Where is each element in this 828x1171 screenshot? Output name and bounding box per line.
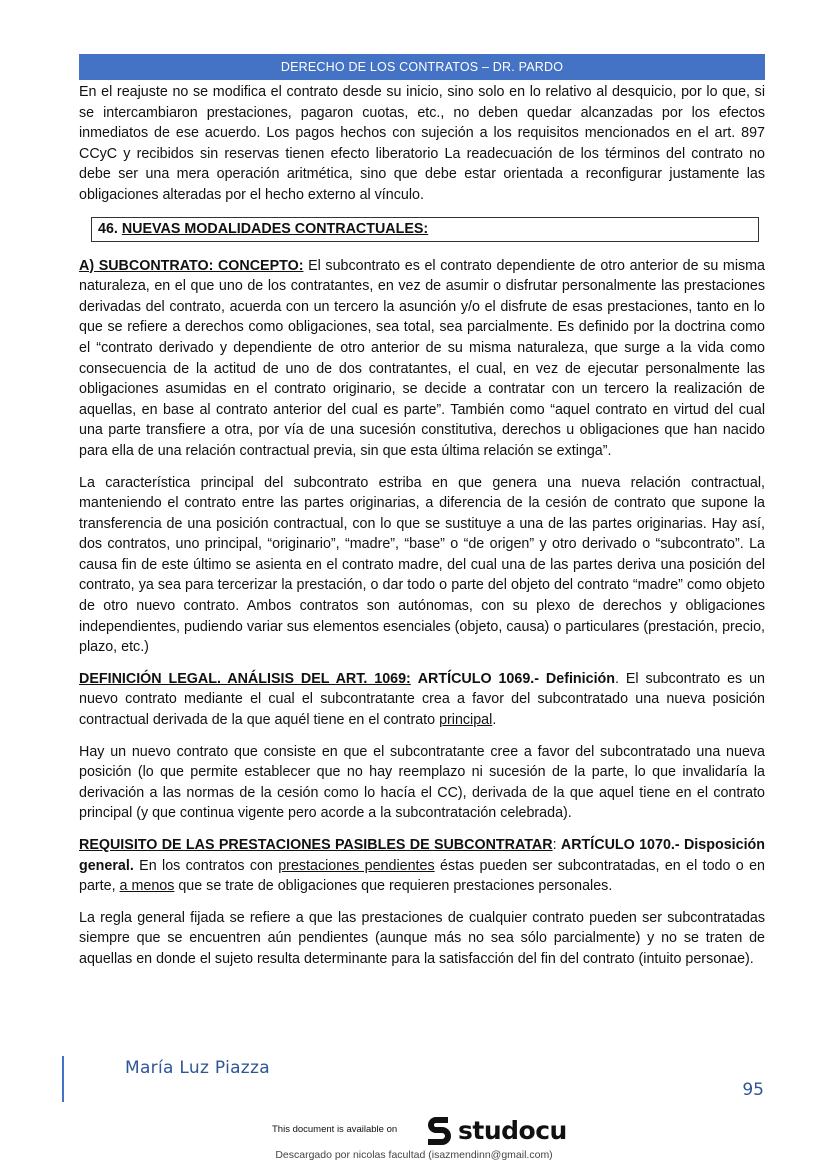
section-title: NUEVAS MODALIDADES CONTRACTUALES:	[121, 220, 429, 237]
prestaciones-pendientes: prestaciones pendientes	[278, 857, 435, 874]
requisito-colon: :	[552, 837, 561, 853]
principal-underlined: principal	[439, 712, 493, 729]
requisito-heading: REQUISITO DE LAS PRESTACIONES PASIBLES DE SUBCONTRATAR	[79, 837, 553, 853]
definicion-end: .	[492, 712, 497, 729]
available-on-text: This document is available on	[272, 1124, 398, 1135]
articulo-1069: ARTÍCULO 1069.- Definición	[417, 670, 616, 687]
a-menos: a menos	[119, 878, 175, 895]
paragraph-definicion-legal	[79, 669, 765, 731]
footer-author: María Luz Piazza	[125, 1058, 270, 1078]
paragraph-regla-general: La regla general fijada se refiere a que las prestaciones de cualquier contrato pueden ser subcontratadas siempre que se encuentren aún pendientes (aunque más no sea sólo parcialmente) y no se traten de aquellas en donde el sujeto resulta determinante para la satisfacción del fin del contrato (intuito personae).	[79, 909, 765, 967]
paragraph-nuevo-contrato: Hay un nuevo contrato que consiste en que el subcontratante cree a favor del subcontratado una nueva posición (lo que permite establecer que no hay reemplazo ni sucesión de la parte, lo que invalidaría la derivación a las normas de la cesión como lo hacía el CC), derivada de la que aquel tiene en el contrato principal (y que continua vigente pero acorde a la subcontratación celebrada).	[79, 743, 765, 822]
definicion-space	[411, 671, 418, 687]
paragraph-requisito	[79, 835, 765, 897]
articulo-1070: ARTÍCULO 1070.- Disposición general.	[79, 837, 766, 874]
studocu-logo-icon	[424, 1113, 454, 1147]
downloaded-by-text: Descargado por nicolas facultad (isazmendinn@gmail.com)	[275, 1149, 553, 1161]
requisito-text-b: éstas pueden ser subcontratadas, en el todo o en parte,	[79, 857, 765, 895]
paragraph-reajuste: En el reajuste no se modifica el contrato desde su inicio, sino solo en lo relativo al desquicio, por lo que, si se intercambiaron prestaciones, pagaron cuotas, etc., no deben quedar alcanzadas por los efectos inmediatos de ese acuerdo. Los pagos hechos con sujeción a los requisitos mencionados en el art. 897 CCyC y recibidos sin reservas tienen efecto liberatorio La readecuación de los términos del contrato no debe ser una mera operación aritmética, sino que debe estar orientada a reconfigurar justamente las obligaciones alteradas por el hecho externo al vínculo.	[79, 84, 765, 203]
studocu-brand[interactable]	[424, 1112, 567, 1148]
section-number: 46.	[98, 220, 122, 237]
paragraph-caracteristica: La característica principal del subcontrato estriba en que genera una nueva relación contractual, manteniendo el contrato entre las partes originarias, a diferencia de la cesión de contrato que supone la transferencia de una posición contractual, con lo que se sustituye a una de las partes originarias. Hay así, dos contratos, uno principal, “originario”, “madre”, “base” o “de origen” y otro derivado o “subcontrato”. La causa fin de este último se asienta en el contrato madre, del cual una de las partes deriva una posición del contrato, ya sea para tercerizar la prestación, o dar todo o parte del objeto del contrato “madre” como objeto de otro nuevo contrato. Ambos contratos son autónomas, con su plexo de derechos y obligaciones independientes, pudiendo variar sus elementos esenciales (objeto, causa) o particulares (prestación, precio, plazo, etc.)	[79, 474, 765, 656]
studocu-wordmark: studocu	[458, 1115, 567, 1145]
definicion-body: . El subcontrato es un nuevo contrato mediante el cual el subcontratante crea a favor del subcontratado una nueva posición contractual derivada de la que aquél tiene en el contrato	[79, 670, 765, 729]
header-bar	[79, 54, 765, 80]
section-heading-46	[91, 217, 759, 242]
requisito-text-a: En los contratos con	[133, 857, 279, 874]
requisito-text-c: que se trate de obligaciones que requieren prestaciones personales.	[174, 878, 613, 895]
page-content	[79, 82, 765, 981]
definicion-heading: DEFINICIÓN LEGAL. ANÁLISIS DEL ART. 1069:	[79, 670, 411, 687]
page-number: 95	[742, 1080, 764, 1100]
subcontrato-body: El subcontrato es el contrato dependiente de otro anterior de su misma naturaleza, en el que uno de los contratantes, en vez de asumir o disfrutar personalmente las prestaciones derivadas del contrato, acuerda con un tercero la asunción y/o el disfrute de esas prestaciones, tanto en lo que se refiere a derechos como obligaciones, sea total, sea parcialmente. Es definido por la doctrina como el “contrato derivado y dependiente de otro anterior de su misma naturaleza, que surge a la vida como consecuencia de la actitud de uno de dos contratantes, el cual, en vez de ejecutar personalmente las obligaciones asumidas en el contrato originario, se decide a contratar con un tercero la realización de aquellas, en base al contrato anterior del cual es parte”. También como “aquel contrato en virtud del cual una parte transfiere a otra, por vía de una sucesión constitutiva, derechos u obligaciones que han nacido para ella de una relación contractual previa, sin que esta última relación se extinga”.	[79, 257, 766, 459]
subcontrato-heading: A) SUBCONTRATO: CONCEPTO:	[79, 257, 304, 274]
header-title: DERECHO DE LOS CONTRATOS – DR. PARDO	[280, 60, 564, 74]
footer-accent-line	[62, 1056, 64, 1102]
paragraph-subcontrato-concepto	[79, 256, 765, 462]
